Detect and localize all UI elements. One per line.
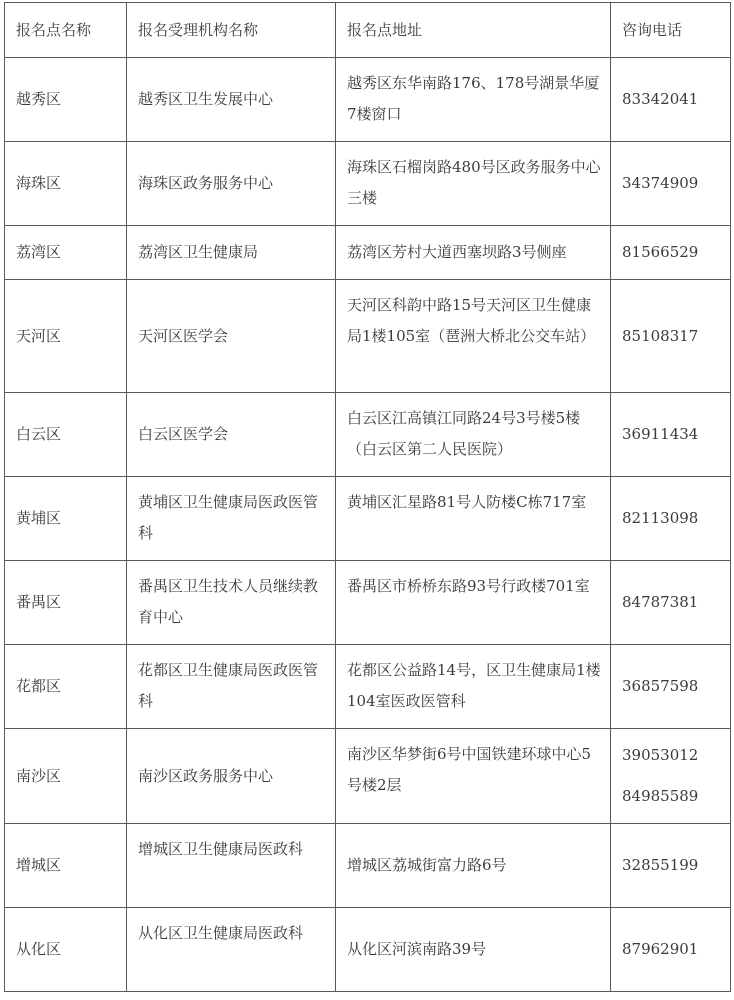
header-phone: 咨询电话 [611,3,731,58]
table-row [5,645,731,729]
org-cell: 南沙区政务服务中心 [127,729,336,824]
table-row [5,58,731,142]
table-row [5,477,731,561]
address-cell: 越秀区东华南路176、178号湖景华厦7楼窗口 [336,58,611,142]
phone-cell: 32855199 [611,824,731,908]
district-cell: 南沙区 [5,729,127,824]
table-row [5,561,731,645]
district-cell: 越秀区 [5,58,127,142]
table-row [5,908,731,992]
phone-cell: 34374909 [611,142,731,226]
registration-sites-table-wrapper [4,2,731,992]
phone-cell: 36857598 [611,645,731,729]
address-cell: 花都区公益路14号，区卫生健康局1楼104室医政医管科 [336,645,611,729]
address-cell: 天河区科韵中路15号天河区卫生健康局1楼105室（琶洲大桥北公交车站） [336,280,611,393]
address-cell: 荔湾区芳村大道西塞坝路3号侧座 [336,226,611,280]
district-cell: 增城区 [5,824,127,908]
phone-cell: 83342041 [611,58,731,142]
registration-sites-table [4,2,731,992]
org-cell: 天河区医学会 [127,280,336,393]
district-cell: 花都区 [5,645,127,729]
phone-cell: 36911434 [611,393,731,477]
address-cell: 番禺区市桥桥东路93号行政楼701室 [336,561,611,645]
district-cell: 白云区 [5,393,127,477]
phone-number-secondary: 84985589 [622,787,699,805]
address-cell: 南沙区华梦街6号中国铁建环球中心5号楼2层 [336,729,611,824]
table-row [5,280,731,393]
address-cell: 增城区荔城街富力路6号 [336,824,611,908]
header-org-name: 报名受理机构名称 [127,3,336,58]
org-cell: 海珠区政务服务中心 [127,142,336,226]
phone-cell [611,729,731,824]
org-cell: 番禺区卫生技术人员继续教育中心 [127,561,336,645]
phone-cell: 85108317 [611,280,731,393]
district-cell: 天河区 [5,280,127,393]
table-row [5,226,731,280]
address-cell: 黄埔区汇星路81号人防楼C栋717室 [336,477,611,561]
header-site-name: 报名点名称 [5,3,127,58]
address-cell: 白云区江高镇江同路24号3号楼5楼（白云区第二人民医院） [336,393,611,477]
table-header-row [5,3,731,58]
phone-cell: 81566529 [611,226,731,280]
phone-cell: 84787381 [611,561,731,645]
org-cell: 花都区卫生健康局医政医管科 [127,645,336,729]
district-cell: 黄埔区 [5,477,127,561]
phone-cell: 82113098 [611,477,731,561]
phone-number: 39053012 [622,746,699,764]
header-address: 报名点地址 [336,3,611,58]
org-cell: 从化区卫生健康局医政科 [127,908,336,992]
address-cell: 从化区河滨南路39号 [336,908,611,992]
org-cell: 越秀区卫生发展中心 [127,58,336,142]
org-cell: 黄埔区卫生健康局医政医管科 [127,477,336,561]
table-row [5,142,731,226]
district-cell: 从化区 [5,908,127,992]
table-row [5,393,731,477]
table-row [5,729,731,824]
org-cell: 增城区卫生健康局医政科 [127,824,336,908]
phone-cell: 87962901 [611,908,731,992]
address-cell: 海珠区石榴岗路480号区政务服务中心三楼 [336,142,611,226]
org-cell: 白云区医学会 [127,393,336,477]
district-cell: 荔湾区 [5,226,127,280]
district-cell: 番禺区 [5,561,127,645]
district-cell: 海珠区 [5,142,127,226]
org-cell: 荔湾区卫生健康局 [127,226,336,280]
table-row [5,824,731,908]
